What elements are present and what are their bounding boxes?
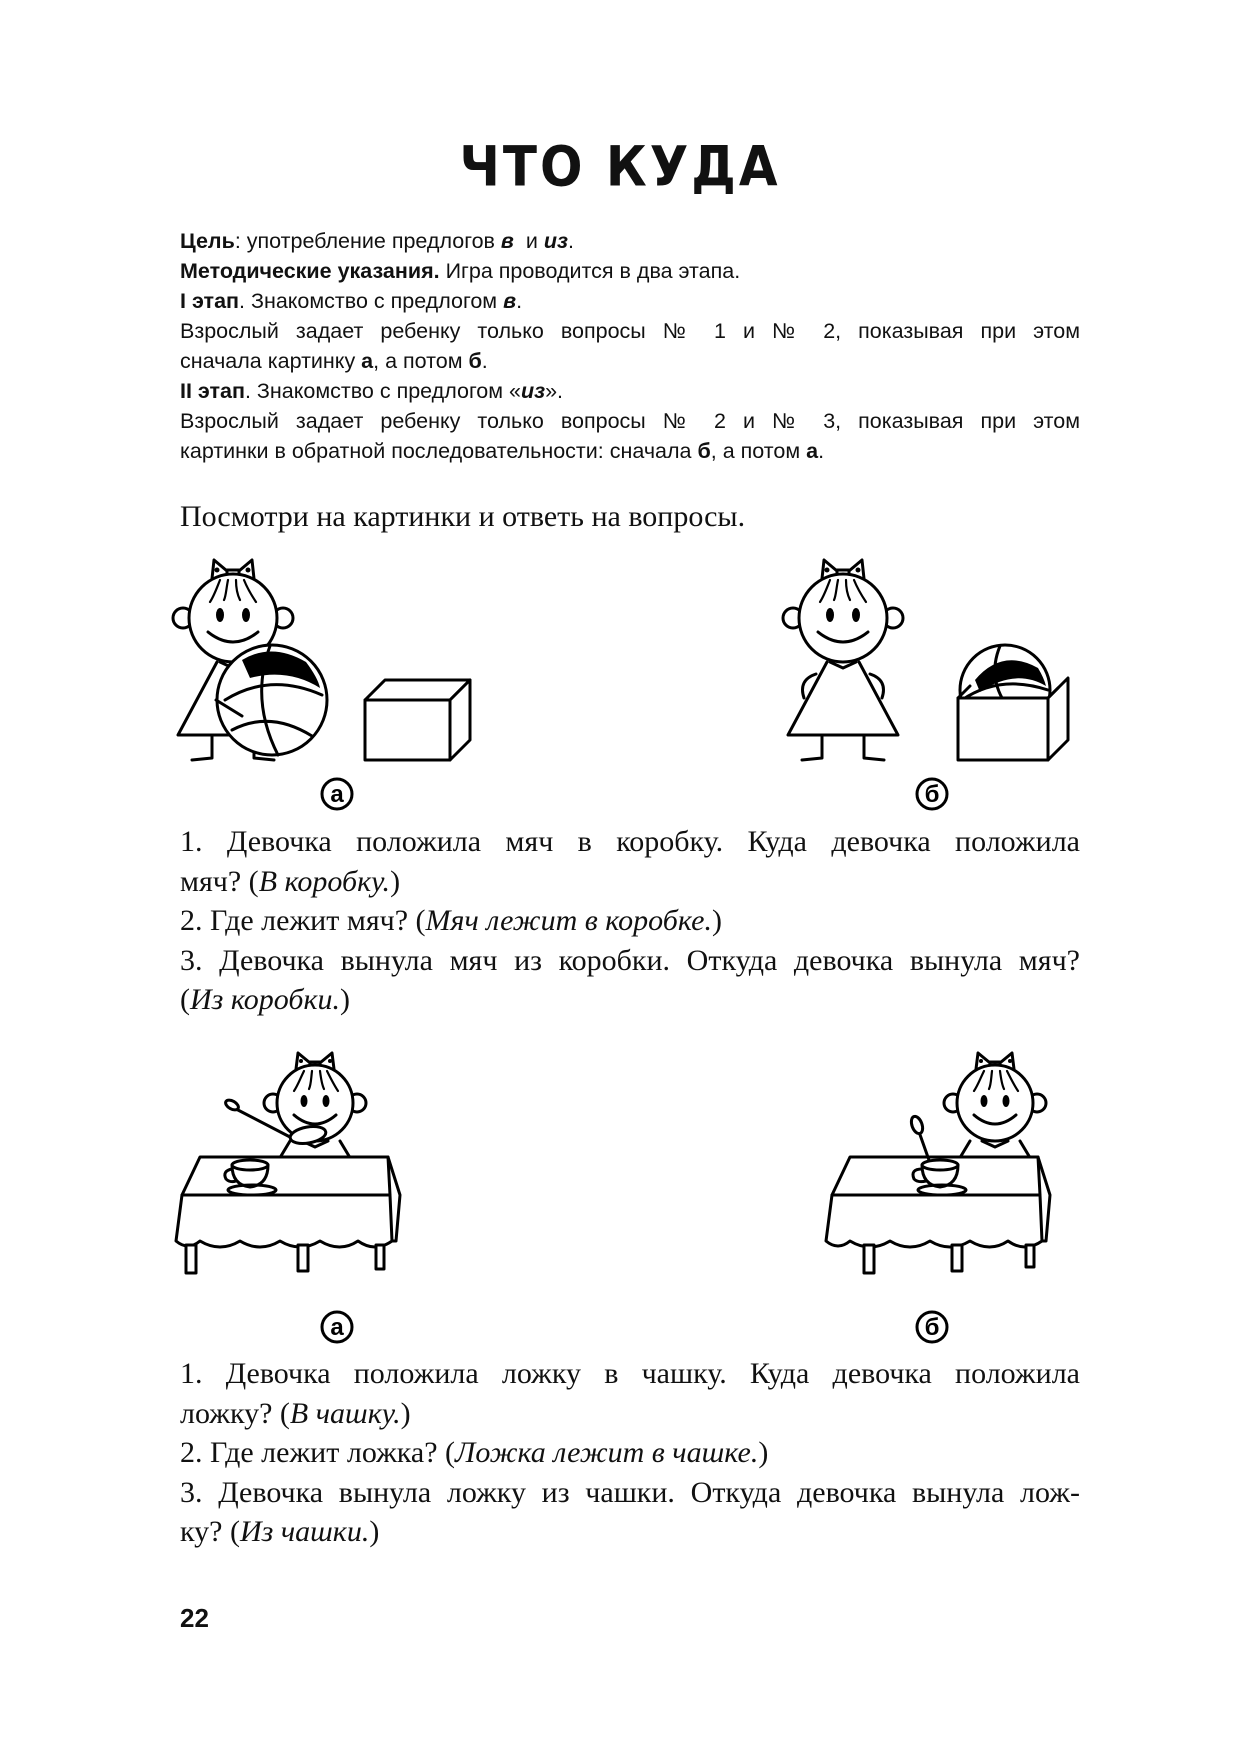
instruction: Посмотри на картинки и ответь на вопросы. [180, 500, 746, 533]
stage2-desc-line2: картинки в обратной последовательности: сначала б, а потом а. [180, 439, 825, 463]
ex1-q3-line1: 3. Девочка вынула мяч из коробки. Откуда девочка вынула мяч? [180, 943, 1080, 977]
ex2-q3-answer: Из чашки. [239, 1515, 370, 1548]
illustration-1b-ball-in-box [780, 550, 1110, 820]
svg-text:б: б [924, 1314, 940, 1341]
ex1-q3-line2: (Из коробки.) [180, 983, 350, 1016]
preposition-iz: из [543, 229, 568, 253]
page-title: ЧТО КУДА [459, 135, 781, 199]
ex1-q1-answer: В коробку. [258, 864, 391, 898]
stage2-line: II этап. Знакомство с предлогом «из». [180, 379, 564, 403]
table-icon [176, 1157, 400, 1273]
goal-line: Цель: употребление предлогов в и из. [180, 229, 574, 253]
svg-text:а: а [330, 1314, 344, 1341]
svg-text:б: б [924, 781, 940, 808]
empty-box-icon [365, 680, 470, 760]
stage2-label: II этап [180, 379, 245, 403]
label-b-2 [917, 1312, 947, 1342]
label-b-1 [917, 779, 947, 809]
stage1-line: I этап. Знакомство с предлогом в. [180, 289, 523, 313]
ex2-q3-line2: ку? (Из чашки.) [180, 1515, 380, 1548]
ex1-q2: 2. Где лежит мяч? (Мяч лежит в коробке.) [180, 904, 722, 937]
svg-text:а: а [330, 781, 344, 808]
ex2-q1-line1: 1. Девочка положила ложку в чашку. Куда девочка положила [180, 1357, 1080, 1390]
methodology-block [180, 226, 1080, 466]
goal-label: Цель [180, 229, 235, 253]
guide-line: Методические указания. Игра проводится в два этапа. [180, 259, 741, 283]
ex1-q3-answer: Из коробки. [190, 983, 340, 1016]
illustration-1a-girl-holding-ball [170, 550, 550, 820]
girl-figure [783, 560, 903, 760]
stage2-desc-line1: Взрослый задает ребенку только вопросы № 2 и № 3, показывая при этом [180, 409, 1080, 433]
ex2-q3-line1: 3. Девочка вынула ложку из чашки. Откуда девочка вынула лож- [180, 1475, 1080, 1509]
ball-icon [216, 645, 327, 755]
guide-label: Методические указания. [180, 259, 440, 283]
girl-figure [264, 1053, 366, 1161]
stage1-label: I этап [180, 289, 240, 313]
ex2-q1-line2: ложку? (В чашку.) [180, 1396, 411, 1430]
ex2-q2: 2. Где лежит ложка? (Ложка лежит в чашке.) [180, 1436, 769, 1469]
illustration-2b-spoon-in-cup [800, 1045, 1100, 1345]
ball-in-box-icon [958, 645, 1068, 760]
stage1-desc-line1: Взрослый задает ребенку только вопросы № 1 и № 2, показывая при этом [180, 319, 1080, 343]
ex2-q2-answer: Ложка лежит в чашке. [455, 1436, 759, 1469]
label-a-2 [322, 1312, 352, 1342]
exercise1-questions [180, 822, 1080, 1020]
preposition-v: в [500, 229, 514, 253]
ex1-q2-answer: Мяч лежит в коробке. [425, 904, 712, 937]
stage1-desc-line2: сначала картинку а, а потом б. [180, 349, 488, 373]
ex2-q1-answer: В чашку. [289, 1396, 401, 1430]
illustration-2a-girl-with-spoon [170, 1045, 550, 1345]
exercise2-questions [180, 1354, 1080, 1552]
ex1-q1-line1: 1. Девочка положила мяч в коробку. Куда девочка положила [180, 825, 1080, 858]
ex1-q1-line2: мяч? (В коробку.) [180, 864, 401, 898]
girl-figure [944, 1053, 1046, 1161]
label-a-1 [322, 779, 352, 809]
page-number: 22 [180, 1603, 209, 1633]
